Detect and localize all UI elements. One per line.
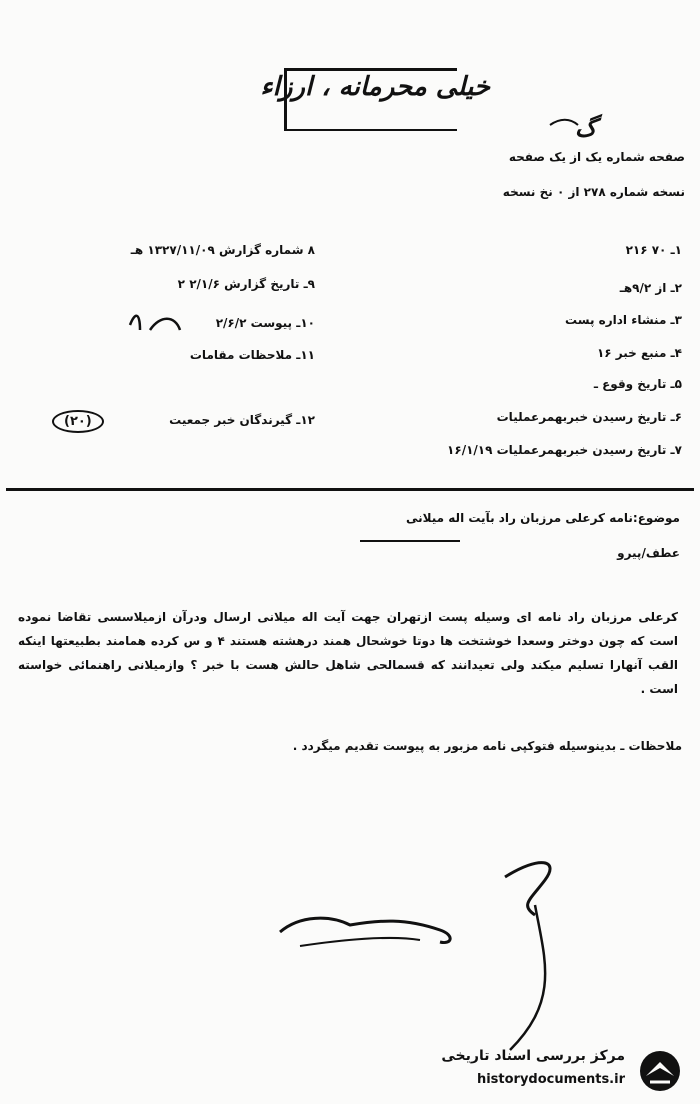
subject-line: موضوع:نامه کرعلی مرزبان راد بآیت اله میلانی [406, 511, 680, 525]
field-5-occurrence-date: ۵ـ تاریخ وقوع ـ [593, 377, 682, 391]
report-number-field: ۸ شماره گزارش ۱۳۲۷/۱۱/۰۹ هـ [130, 243, 315, 257]
copy-number-line: نسخه شماره ۲۷۸ از ۰ نخ نسخه [502, 185, 685, 199]
field-3-source: ۳ـ منشاء اداره پست [565, 313, 682, 327]
report-date-field: ۹ـ تاریخ گزارش ۲/۱/۶ ۲ [177, 277, 315, 291]
field-2-from: ۲ـ از ۹/۲هـ [619, 281, 682, 295]
field-1: ۱ـ ۷۰ ۲۱۶ [625, 243, 682, 257]
field-6-receipt-date: ۶ـ تاریخ رسیدن خبربهمرعملیات [496, 410, 682, 424]
archive-logo-icon [632, 1048, 688, 1094]
tick-mark-icon [550, 120, 578, 125]
news-receivers-field: ۱۲ـ گیرندگان خبر جمعیت [169, 413, 315, 427]
field-4-news-source: ۴ـ منبع خبر ۱۶ [596, 346, 682, 360]
signature-underline-mark [300, 938, 420, 946]
body-paragraph: کرعلی مرزبان راد نامه ای وسیله پست ازتهران جهت آیت اله میلانی ارسال ودرآن ازمیلاسسی تقاضا نموده است که چون دوختر وسعدا خوشتخت ها دوتا خوشحال همند درهشته هستند ۴ و س کرده همامند بطبیعتها اینکه القب آنهارا تسلیم میکند ولی تعیدانند که قسمالحی شاهل حالش هست با خبر ؟ وازمیلانی راهنمائی خواسته است . [18, 610, 678, 696]
reference-line: عطف/پیرو [617, 546, 680, 560]
authority-remarks-field: ۱۱ـ ملاحظات مقامات [189, 348, 315, 362]
stamp-tick-mark: گ [575, 113, 597, 142]
footer-website: historydocuments.ir [476, 1072, 625, 1087]
field-7-receipt-date: ۷ـ تاریخ رسیدن خبربهمرعملیات ۱۶/۱/۱۹ [447, 443, 682, 457]
handwritten-attachment-mark [130, 316, 180, 330]
margin-stroke [510, 905, 545, 1050]
handwritten-loop-mark [505, 863, 550, 915]
footer-org-name: مرکز بررسی اسناد تاریخی [441, 1048, 625, 1064]
page-number-line: صفحه شماره یک از یک صفحه [508, 150, 685, 164]
classification-stamp: خیلی محرمانه ، ارزاء [260, 72, 490, 102]
remarks-line: ملاحظات ـ بدینوسیله فتوکپی نامه مزبور به پیوست تقدیم میگردد . [292, 739, 682, 753]
receivers-circled-value: (۲۰) [52, 410, 104, 433]
attachment-field: ۱۰ـ پیوست ۲/۶/۲ [215, 316, 315, 330]
